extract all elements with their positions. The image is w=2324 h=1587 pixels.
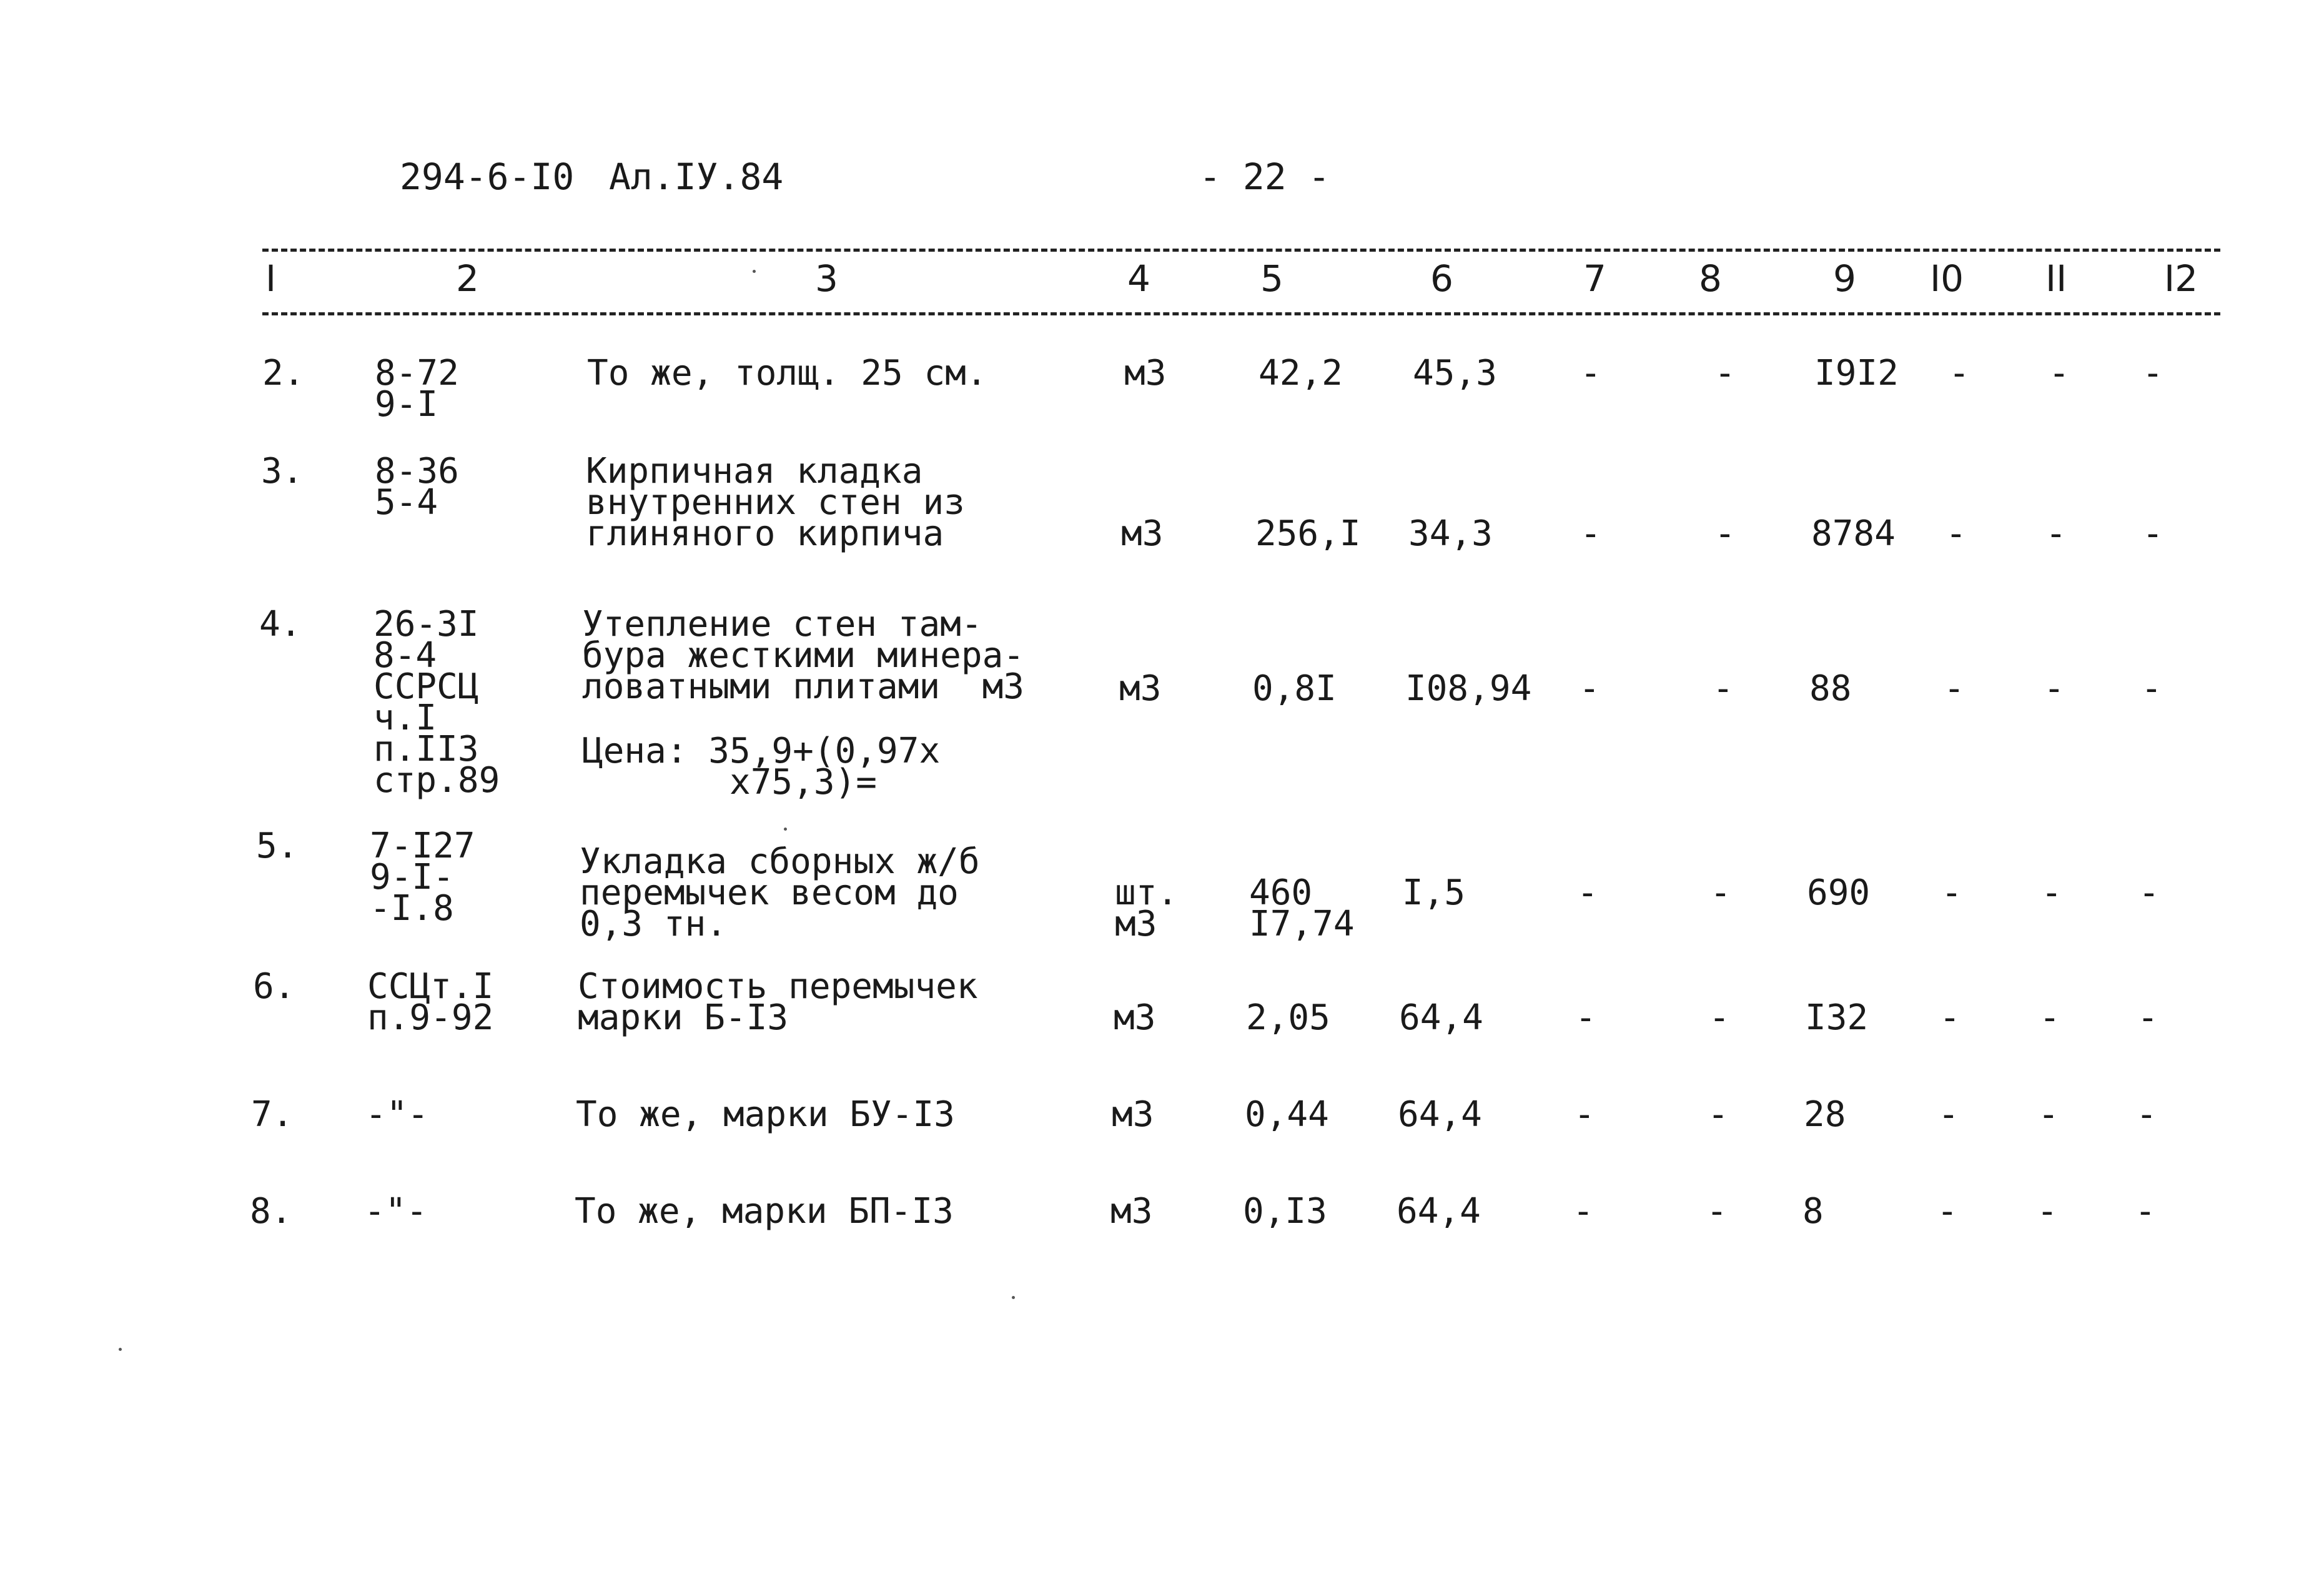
row-reference: 26-3I bbox=[373, 604, 479, 645]
row-col8: - bbox=[1706, 1191, 1728, 1232]
column-header-9: 9 bbox=[1833, 257, 1856, 300]
row-col10: - bbox=[1944, 668, 1965, 709]
row-unit-price: 45,3 bbox=[1413, 353, 1497, 393]
row-number: 8. bbox=[250, 1191, 292, 1232]
row-unit: м3 bbox=[1119, 668, 1162, 709]
row-reference: -I.8 bbox=[370, 888, 454, 929]
row-col10: - bbox=[1949, 353, 1970, 393]
document-code: 294-6-I0 bbox=[400, 156, 575, 198]
row-unit-price: 34,3 bbox=[1408, 513, 1493, 554]
row-unit: шт. bbox=[1115, 873, 1179, 913]
row-quantity: 0,8I bbox=[1252, 668, 1337, 709]
row-total: 88 bbox=[1809, 668, 1852, 709]
column-header-1: I bbox=[265, 257, 277, 300]
column-header-7: 7 bbox=[1583, 257, 1606, 300]
row-col7: - bbox=[1573, 1191, 1594, 1232]
row-price-formula: х75,3)= bbox=[582, 762, 878, 803]
column-header-2: 2 bbox=[456, 257, 479, 300]
row-price-formula: Цена: 35,9+(0,97х bbox=[582, 731, 941, 771]
row-reference: стр.89 bbox=[373, 760, 500, 801]
row-number: 2. bbox=[262, 353, 305, 393]
row-col10: - bbox=[1938, 1094, 1959, 1135]
row-col12: - bbox=[2139, 873, 2160, 913]
row-col8: - bbox=[1714, 513, 1736, 554]
row-col8: - bbox=[1713, 668, 1734, 709]
row-quantity: 460 bbox=[1249, 873, 1313, 913]
row-unit: м3 bbox=[1115, 904, 1157, 944]
row-reference: 8-36 bbox=[375, 451, 459, 492]
row-reference: ССРСЦ bbox=[373, 666, 479, 707]
header-rule-bottom bbox=[262, 312, 2220, 315]
row-total: 28 bbox=[1804, 1094, 1846, 1135]
row-col11: - bbox=[2044, 668, 2065, 709]
row-col7: - bbox=[1575, 997, 1596, 1038]
row-col8: - bbox=[1710, 873, 1731, 913]
row-unit-price: I08,94 bbox=[1405, 668, 1532, 709]
row-number: 5. bbox=[256, 826, 299, 866]
column-header-4: 4 bbox=[1127, 257, 1150, 300]
row-reference: 5-4 bbox=[375, 482, 438, 523]
row-col12: - bbox=[2136, 1094, 2157, 1135]
sheet-reference: Ал.IУ.84 bbox=[609, 156, 784, 198]
row-quantity: 2,05 bbox=[1246, 997, 1330, 1038]
row-unit-price: 64,4 bbox=[1399, 997, 1483, 1038]
row-reference: п.9-92 bbox=[367, 997, 494, 1038]
row-total: 690 bbox=[1807, 873, 1871, 913]
row-description: То же, толщ. 25 см. bbox=[587, 353, 987, 393]
column-header-11: II bbox=[2045, 257, 2067, 300]
row-col7: - bbox=[1579, 668, 1600, 709]
row-reference: ССЦт.I bbox=[367, 966, 494, 1007]
row-col7: - bbox=[1580, 513, 1601, 554]
row-col10: - bbox=[1941, 873, 1962, 913]
row-col8: - bbox=[1714, 353, 1736, 393]
row-quantity: 0,I3 bbox=[1243, 1191, 1327, 1232]
row-description: 0,3 тн. bbox=[580, 904, 728, 944]
row-col12: - bbox=[2135, 1191, 2156, 1232]
row-col12: - bbox=[2141, 668, 2162, 709]
row-col11: - bbox=[2038, 1094, 2059, 1135]
row-col7: - bbox=[1580, 353, 1601, 393]
row-number: 4. bbox=[259, 604, 302, 645]
row-description: бура жесткими минера- bbox=[582, 635, 1025, 676]
scan-speck bbox=[119, 1348, 122, 1351]
row-reference: -"- bbox=[364, 1191, 428, 1232]
row-description: ловатными плитами м3 bbox=[582, 666, 1025, 707]
row-col10: - bbox=[1937, 1191, 1958, 1232]
row-reference: п.II3 bbox=[373, 729, 479, 769]
row-unit: м3 bbox=[1114, 997, 1156, 1038]
row-col10: - bbox=[1946, 513, 1967, 554]
row-total: 8 bbox=[1802, 1191, 1824, 1232]
row-col11: - bbox=[2037, 1191, 2058, 1232]
row-number: 7. bbox=[251, 1094, 294, 1135]
row-reference: 9-I- bbox=[370, 857, 454, 897]
scan-speck bbox=[784, 828, 787, 831]
header-rule-top bbox=[262, 249, 2220, 252]
row-unit: м3 bbox=[1121, 513, 1164, 554]
row-reference: ч.I bbox=[373, 698, 437, 738]
row-reference: 8-72 bbox=[375, 353, 459, 393]
row-number: 3. bbox=[261, 451, 304, 492]
row-col11: - bbox=[2049, 353, 2070, 393]
column-header-8: 8 bbox=[1699, 257, 1722, 300]
row-quantity: 42,2 bbox=[1258, 353, 1343, 393]
page-number: - 22 - bbox=[1199, 156, 1330, 198]
row-description: перемычек весом до bbox=[580, 873, 959, 913]
row-description: Стоимость перемычек bbox=[578, 966, 978, 1007]
column-header-12: I2 bbox=[2164, 257, 2198, 300]
row-description: Укладка сборных ж/б bbox=[580, 841, 980, 882]
row-col11: - bbox=[2039, 997, 2060, 1038]
row-col8: - bbox=[1708, 1094, 1729, 1135]
column-header-10: I0 bbox=[1930, 257, 1964, 300]
row-col11: - bbox=[2045, 513, 2067, 554]
row-quantity: 0,44 bbox=[1245, 1094, 1329, 1135]
row-col12: - bbox=[2142, 353, 2163, 393]
row-unit-price: 64,4 bbox=[1397, 1191, 1481, 1232]
row-reference: 7-I27 bbox=[370, 826, 475, 866]
row-col8: - bbox=[1709, 997, 1730, 1038]
row-col12: - bbox=[2142, 513, 2163, 554]
row-description: Утепление стен там- bbox=[582, 604, 982, 645]
row-unit: м3 bbox=[1112, 1094, 1154, 1135]
row-description: внутренних стен из bbox=[586, 482, 965, 523]
row-col12: - bbox=[2137, 997, 2158, 1038]
row-quantity: 256,I bbox=[1255, 513, 1361, 554]
row-description: То же, марки БУ-I3 bbox=[576, 1094, 955, 1135]
row-reference: 8-4 bbox=[373, 635, 437, 676]
row-unit-price: 64,4 bbox=[1398, 1094, 1482, 1135]
row-description: глиняного кирпича bbox=[586, 513, 944, 554]
row-col10: - bbox=[1939, 997, 1961, 1038]
row-description: Кирпичная кладка bbox=[586, 451, 923, 492]
row-col7: - bbox=[1574, 1094, 1595, 1135]
scan-speck bbox=[1012, 1296, 1015, 1299]
row-total: I32 bbox=[1805, 997, 1869, 1038]
row-total: I9I2 bbox=[1814, 353, 1899, 393]
column-header-6: 6 bbox=[1430, 257, 1453, 300]
row-unit: м3 bbox=[1124, 353, 1167, 393]
column-header-5: 5 bbox=[1260, 257, 1283, 300]
row-quantity: I7,74 bbox=[1249, 904, 1355, 944]
row-total: 8784 bbox=[1811, 513, 1896, 554]
row-description: марки Б-I3 bbox=[578, 997, 789, 1038]
header-mark bbox=[753, 270, 756, 273]
row-unit: м3 bbox=[1110, 1191, 1153, 1232]
row-col11: - bbox=[2041, 873, 2062, 913]
row-number: 6. bbox=[253, 966, 295, 1007]
row-unit-price: I,5 bbox=[1402, 873, 1466, 913]
row-reference: -"- bbox=[365, 1094, 429, 1135]
column-header-3: 3 bbox=[815, 257, 838, 300]
row-col7: - bbox=[1577, 873, 1598, 913]
row-description: То же, марки БП-I3 bbox=[575, 1191, 954, 1232]
row-reference: 9-I bbox=[375, 384, 438, 425]
